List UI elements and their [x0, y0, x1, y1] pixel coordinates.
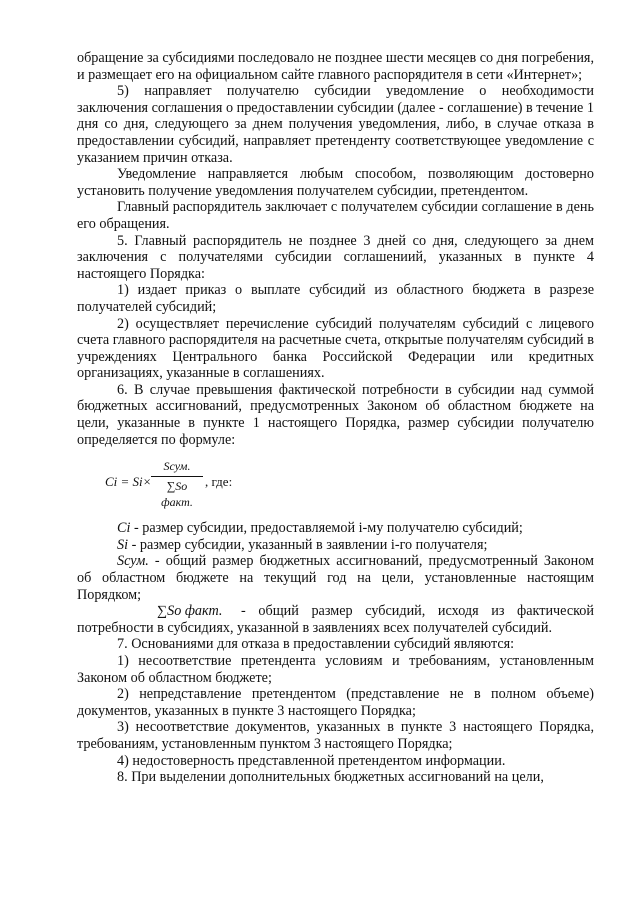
- formula-denominator: ∑Sо факт.: [161, 478, 193, 510]
- paragraph: 8. При выделении дополнительных бюджетных ассигнований на цели,: [117, 769, 544, 786]
- definition-text: - размер субсидии, предоставляемой i-му получателю субсидий;: [130, 520, 523, 537]
- formula-lhs: Ci = Si×: [105, 474, 152, 490]
- paragraph: Уведомление направляется любым способом, позволяющим достоверно установить получение уведомления получателем субсидии, претендентом.: [77, 166, 594, 199]
- paragraph: 1) несоответствие претендента условиям и требованиям, установленным Законом об областном бюджете;: [77, 653, 594, 686]
- definition: [77, 603, 594, 636]
- paragraph: 7. Основаниями для отказа в предоставлении субсидий являются:: [117, 636, 515, 653]
- definition: [77, 520, 594, 537]
- definition-symbol: ∑Sо факт.: [157, 603, 223, 620]
- paragraph: обращение за субсидиями последовало не позднее шести месяцев со дня погребения, и размещает его на официальном сайте главного распорядителя в сети «Интернет»;: [77, 50, 594, 83]
- subsidy-formula: [77, 454, 594, 512]
- definition-text: - общий размер субсидий, исходя из фактической потребности в субсидиях, указанной в заявлениях всех получателей субсидий.: [77, 603, 594, 636]
- document-page: [77, 50, 594, 786]
- paragraph: 2) осуществляет перечисление субсидий получателям субсидий с лицевого счета главного распорядителя на расчетные счета, открытые получателям субсидий в учреждениях Центрального банка Российской Федерации или кредитных организациях, указанные в соглашениях.: [77, 315, 594, 382]
- definition-text: - размер субсидии, указанный в заявлении i-го получателя;: [128, 536, 488, 553]
- formula-numerator: Sсум.: [151, 458, 203, 477]
- paragraph: 3) несоответствие документов, указанных в пункте 3 настоящего Порядка, требованиям, установленным пунктом 3 настоящего Порядка;: [77, 719, 594, 752]
- definition: [77, 553, 594, 603]
- paragraph: 4) недостоверность представленной претендентом информации.: [117, 752, 506, 769]
- definition: [77, 537, 594, 554]
- definition-text: - общий размер бюджетных ассигнований, предусмотренный Законом об областном бюджете на текущий год на цели, установленные настоящим Порядком;: [77, 553, 594, 603]
- paragraph: 5) направляет получателю субсидии уведомление о необходимости заключения соглашения о предоставлении субсидии (далее - соглашение) в течение 1 дня со дня, следующего за днем получения уведомления, либо, в случае отказа в предоставлении субсидий, направляет претенденту соответствующее уведомление с указанием причин отказа.: [77, 83, 594, 166]
- definition-symbol: Sсум.: [117, 553, 149, 570]
- paragraph: Главный распорядитель заключает с получателем субсидии соглашение в день его обращения.: [77, 199, 594, 232]
- paragraph: 6. В случае превышения фактической потребности в субсидии над суммой бюджетных ассигнований, предусмотренных Законом об областном бюджете на цели, указанные в пункте 1 настоящего Порядка, размер субсидии получателю определяется по формуле:: [77, 381, 594, 448]
- paragraph: 2) непредставление претендентом (представление не в полном объеме) документов, указанных в пункте 3 настоящего Порядка;: [77, 686, 594, 719]
- definition-symbol: Ci: [117, 520, 131, 537]
- formula-tail: , где:: [205, 474, 233, 490]
- paragraph: 1) издает приказ о выплате субсидий из областного бюджета в разрезе получателей субсидий;: [77, 282, 594, 315]
- paragraph: 5. Главный распорядитель не позднее 3 дней со дня, следующего за днем заключения с получателями субсидии соглашениий, указанных в пункте 4 настоящего Порядка:: [77, 232, 594, 282]
- formula-fraction: [151, 458, 203, 511]
- definition-symbol: Si: [117, 536, 129, 553]
